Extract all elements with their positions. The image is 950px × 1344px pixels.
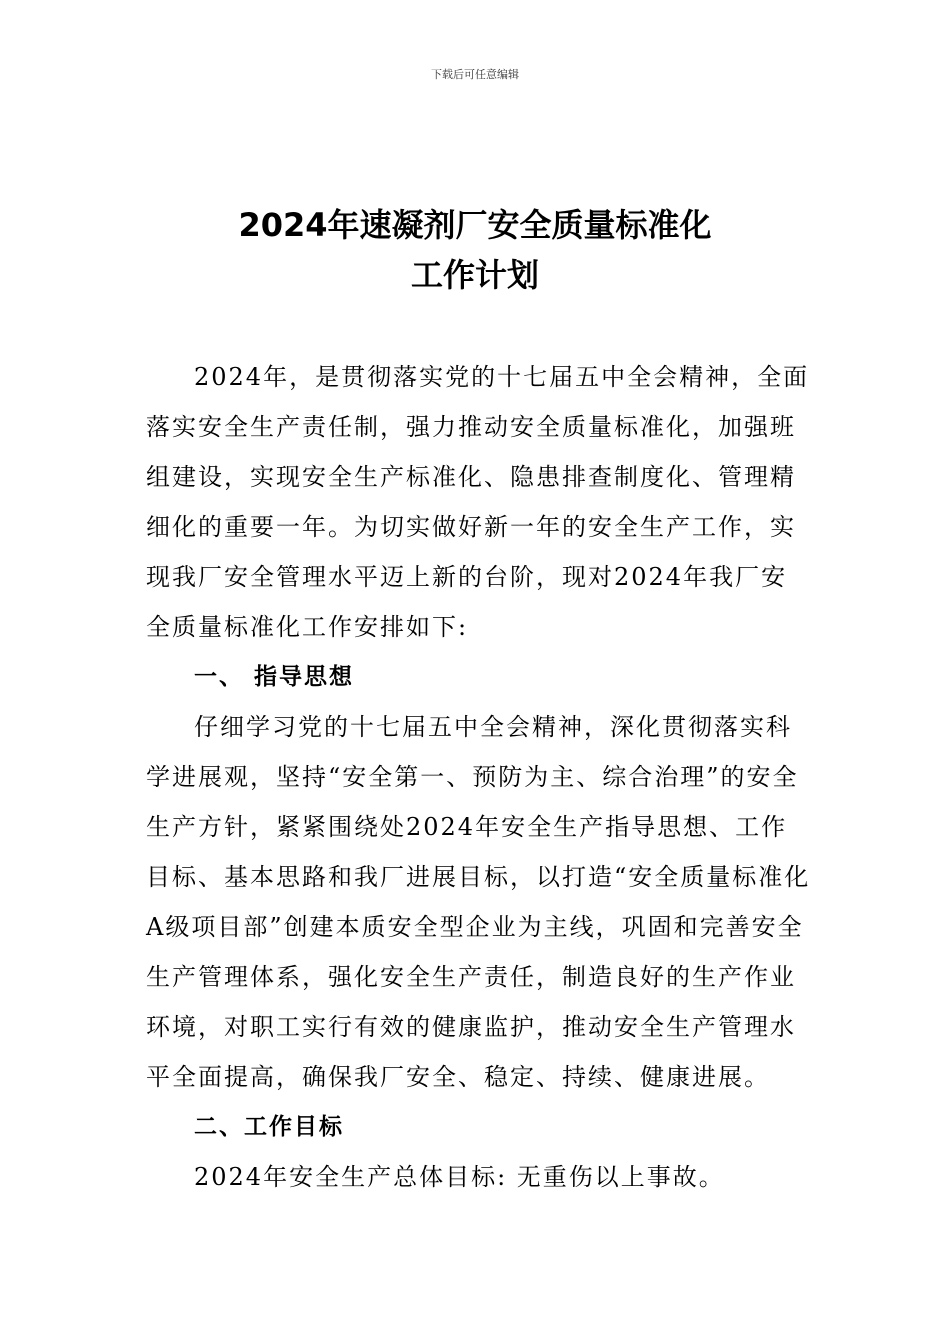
title-line-1: 2024年速凝剂厂安全质量标准化 xyxy=(238,206,712,244)
title-line-2: 工作计划 xyxy=(410,256,539,294)
document-title xyxy=(0,200,950,300)
intro-paragraph: 2024年，是贯彻落实党的十七届五中全会精神，全面落实安全生产责任制，强力推动安全质量标准化，加强班组建设，实现安全生产标准化、隐患排查制度化、管理精细化的重要一年。为切实做好新一年的安全生产工作，实现我厂安全管理水平迈上新的台阶，现对2024年我厂安全质量标准化工作安排如下: xyxy=(146,363,810,641)
section-heading-work-goals: 二、工作目标 xyxy=(194,1114,344,1140)
work-goals-paragraph: 2024年安全生产总体目标: 无重伤以上事故。 xyxy=(194,1163,725,1191)
guiding-thought-paragraph: 仔细学习党的十七届五中全会精神，深化贯彻落实科学进展观，坚持“安全第一、预防为主、综合治理”的安全生产方针，紧紧围绕处2024年安全生产指导思想、工作目标、基本思路和我厂进展目标，以打造“安全质量标准化A级项目部”创建本质安全型企业为主线，巩固和完善安全生产管理体系，强化安全生产责任，制造良好的生产作业环境，对职工实行有效的健康监护，推动安全生产管理水平全面提高，确保我厂安全、稳定、持续、健康进展。 xyxy=(146,713,811,1091)
document-body xyxy=(146,352,812,1202)
section-heading-guiding-thought: 一、 指导思想 xyxy=(194,664,355,690)
header-note: 下载后可任意编辑 xyxy=(431,68,519,81)
